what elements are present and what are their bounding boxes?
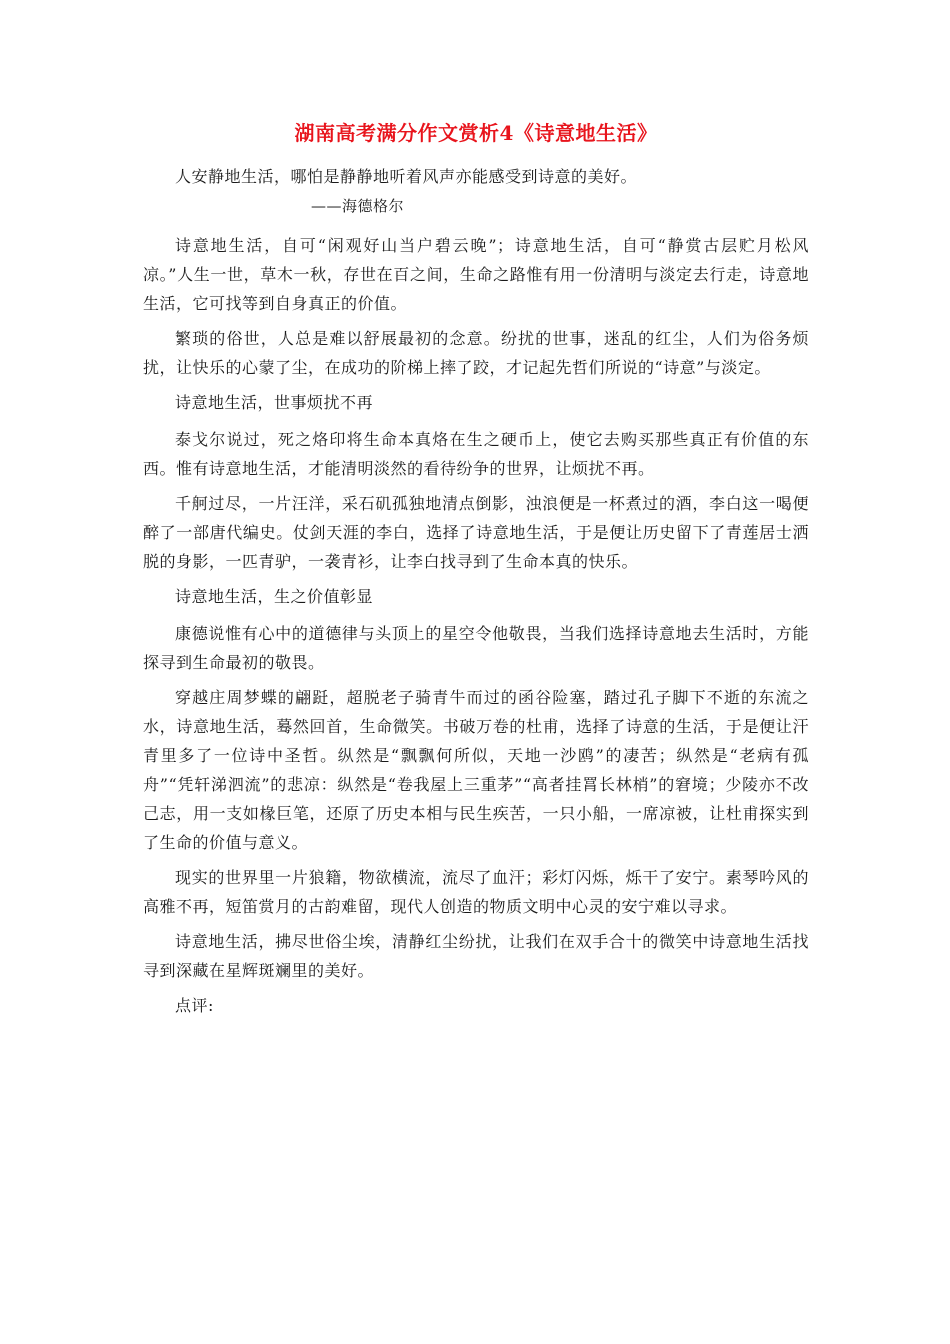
epigraph: 人安静地生活，哪怕是静静地听着风声亦能感受到诗意的美好。 bbox=[175, 167, 638, 186]
epigraph-attribution: ——海德格尔 bbox=[311, 197, 405, 215]
document-title: 湖南高考满分作文赏析4《诗意地生活》 bbox=[294, 121, 658, 145]
document-page bbox=[143, 118, 809, 1026]
body-paragraph: 康德说惟有心中的道德律与头顶上的星空令他敬畏，当我们选择诗意地去生活时，方能探寻到生命最初的敬畏。 bbox=[143, 624, 809, 672]
body-paragraph: 现实的世界里一片狼籍，物欲横流，流尽了血汗；彩灯闪烁，烁干了安宁。素琴吟风的高雅不再，短笛赏月的古韵难留，现代人创造的物质文明中心灵的安宁难以寻求。 bbox=[143, 868, 809, 916]
body-paragraph: 穿越庄周梦蝶的翩跹，超脱老子骑青牛而过的函谷险塞，踏过孔子脚下不逝的东流之水，诗意地生活，蓦然回首，生命微笑。书破万卷的杜甫，选择了诗意的生活，于是便让汗青里多了一位诗中圣哲。纵然是“飘飘何所似，天地一沙鸥”的凄苦；纵然是“老病有孤舟”“凭轩涕泗流”的悲凉：纵然是“卷我屋上三重茅”“高者挂罥长林梢”的窘境；少陵亦不改己志，用一支如椽巨笔，还原了历史本相与民生疾苦，一只小船，一席凉被，让杜甫探实到了生命的价值与意义。 bbox=[143, 688, 809, 852]
section-heading: 诗意地生活，世事烦扰不再 bbox=[175, 393, 374, 412]
body-paragraph: 诗意地生活，自可“闲观好山当户碧云晚”；诗意地生活，自可“静赏古层贮月松风凉。”人生一世，草木一秋，存世在百之间，生命之路惟有用一份清明与淡定去行走，诗意地生活，它可找等到自身真正的价值。 bbox=[143, 236, 809, 313]
body-paragraph: 繁琐的俗世，人总是难以舒展最初的念意。纷扰的世事，迷乱的红尘，人们为俗务烦扰，让快乐的心蒙了尘，在成功的阶梯上摔了跤，才记起先哲们所说的“诗意”与淡定。 bbox=[143, 329, 809, 377]
review-label: 点评: bbox=[175, 996, 214, 1015]
body-paragraph: 泰戈尔说过，死之烙印将生命本真烙在生之硬币上，使它去购买那些真正有价值的东西。惟有诗意地生活，才能清明淡然的看待纷争的世界，让烦扰不再。 bbox=[143, 430, 809, 478]
body-paragraph: 千舸过尽，一片汪洋，采石矶孤独地清点倒影，浊浪便是一杯煮过的酒，李白这一喝便醉了一部唐代编史。仗剑天涯的李白，选择了诗意地生活，于是便让历史留下了青莲居士洒脱的身影，一匹青驴，一袭青衫，让李白找寻到了生命本真的快乐。 bbox=[143, 494, 809, 571]
section-heading: 诗意地生活，生之价值彰显 bbox=[175, 587, 374, 606]
body-paragraph: 诗意地生活，拂尽世俗尘埃，清静红尘纷扰，让我们在双手合十的微笑中诗意地生活找寻到深藏在星辉斑斓里的美好。 bbox=[143, 932, 809, 980]
